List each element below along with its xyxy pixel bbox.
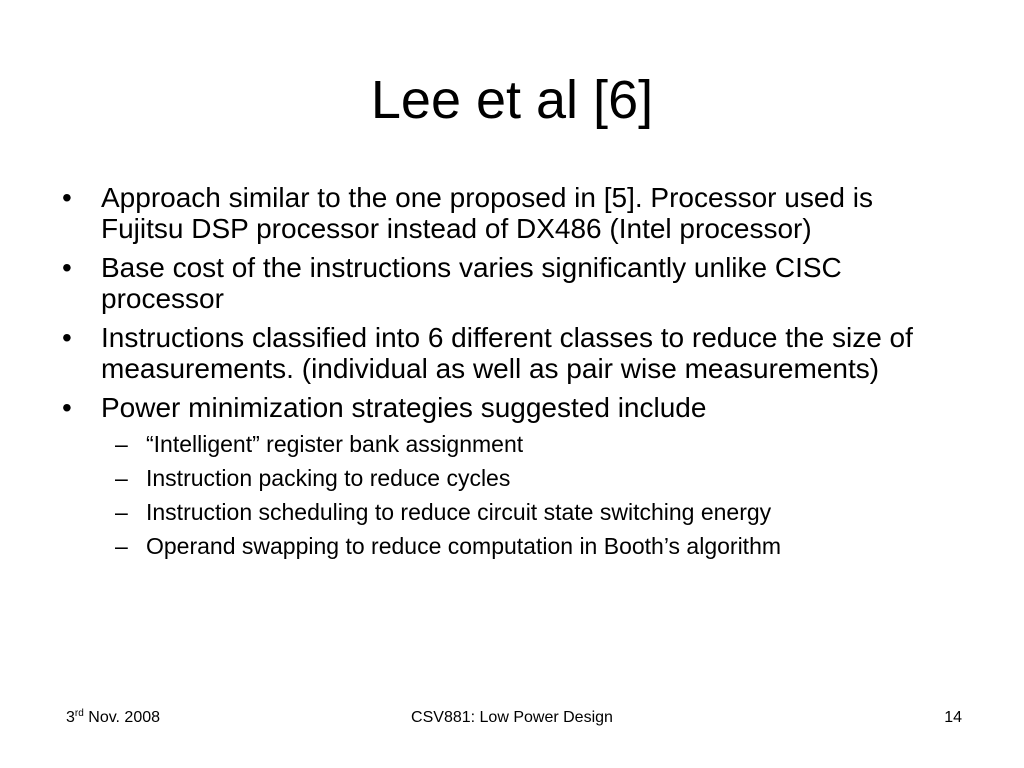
subbullet-list [101,430,962,560]
footer-date-suffix: rd [74,708,84,719]
subbullet-text: Operand swapping to reduce computation in Booth’s algorithm [146,533,782,559]
subbullet-text: “Intelligent” register bank assignment [146,431,524,457]
bullet-text: Base cost of the instructions varies significantly unlike CISC processor [101,252,842,314]
subbullet-marker: – [115,431,128,457]
slide-page-number: 14 [944,709,962,726]
bullet-text: Power minimization strategies suggested include [101,392,707,423]
slide-title: Lee et al [6] [370,70,654,130]
subbullet-item [101,464,962,492]
bullet-item [62,252,962,314]
subbullet-text: Instruction scheduling to reduce circuit state switching energy [146,499,772,525]
bullet-item [62,392,962,560]
bullet-marker: • [62,182,72,213]
subbullet-marker: – [115,465,128,491]
subbullet-marker: – [115,533,128,559]
subbullet-item [101,498,962,526]
footer-date-day: 3 [66,709,75,726]
footer-date-rest: Nov. 2008 [83,709,161,726]
subbullet-item [101,532,962,560]
bullet-text: Approach similar to the one proposed in [5]. Processor used is Fujitsu DSP processor instead of DX486 (Intel processor) [101,182,873,244]
footer-course-title: CSV881: Low Power Design [411,709,613,726]
subbullet-text: Instruction packing to reduce cycles [146,465,511,491]
bullet-list [62,182,962,568]
bullet-marker: • [62,392,72,423]
bullet-text: Instructions classified into 6 different classes to reduce the size of measurements. (individual as well as pair wise measurements) [101,322,913,384]
subbullet-marker: – [115,499,128,525]
bullet-marker: • [62,322,72,353]
subbullet-item [101,430,962,458]
bullet-marker: • [62,252,72,283]
bullet-item [62,182,962,244]
bullet-item [62,322,962,384]
